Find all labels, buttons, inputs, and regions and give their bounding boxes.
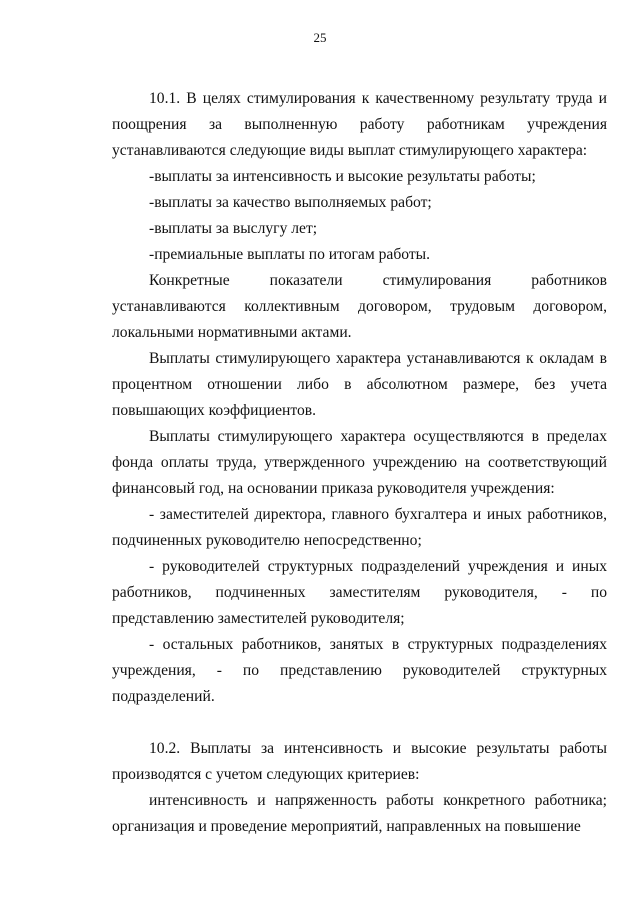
list-item: -выплаты за интенсивность и высокие результаты работы; <box>149 168 536 185</box>
paragraph-10-1-intro: 10.1. В целях стимулирования к качественному результату труда и поощрения за выполненную работу работникам учреждения устанавливаются следующие виды выплат стимулирующего характера: <box>112 90 607 159</box>
list-item: - руководителей структурных подразделений учреждения и иных работников, подчиненных заместителям руководителя, - по представлению заместителей руководителя; <box>112 558 607 627</box>
paragraph-10-2-intro: 10.2. Выплаты за интенсивность и высокие результаты работы производятся с учетом следующих критериев: <box>112 740 607 783</box>
paragraph-indicators: Конкретные показатели стимулирования работников устанавливаются коллективным договором, трудовым договором, локальными нормативными актами. <box>112 272 607 341</box>
paragraph-criteria: интенсивность и напряженность работы конкретного работника; организация и проведение мероприятий, направленных на повышение <box>112 792 607 835</box>
list-item: - остальных работников, занятых в структурных подразделениях учреждения, - по представлению руководителей структурных подразделений. <box>112 636 607 705</box>
page-number: 25 <box>313 30 327 45</box>
list-item: -премиальные выплаты по итогам работы. <box>149 246 431 263</box>
list-item: -выплаты за качество выполняемых работ; <box>149 194 432 211</box>
list-item: -выплаты за выслугу лет; <box>149 220 318 237</box>
document-body <box>112 86 607 840</box>
paragraph-payroll-fund: Выплаты стимулирующего характера осуществляются в пределах фонда оплаты труда, утвержденного учреждению на соответствующий финансовый год, на основании приказа руководителя учреждения: <box>112 428 607 497</box>
list-item: - заместителей директора, главного бухгалтера и иных работников, подчиненных руководителю непосредственно; <box>112 506 607 549</box>
paragraph-salary-percentage: Выплаты стимулирующего характера устанавливаются к окладам в процентном отношении либо в абсолютном размере, без учета повышающих коэффициентов. <box>112 350 607 419</box>
